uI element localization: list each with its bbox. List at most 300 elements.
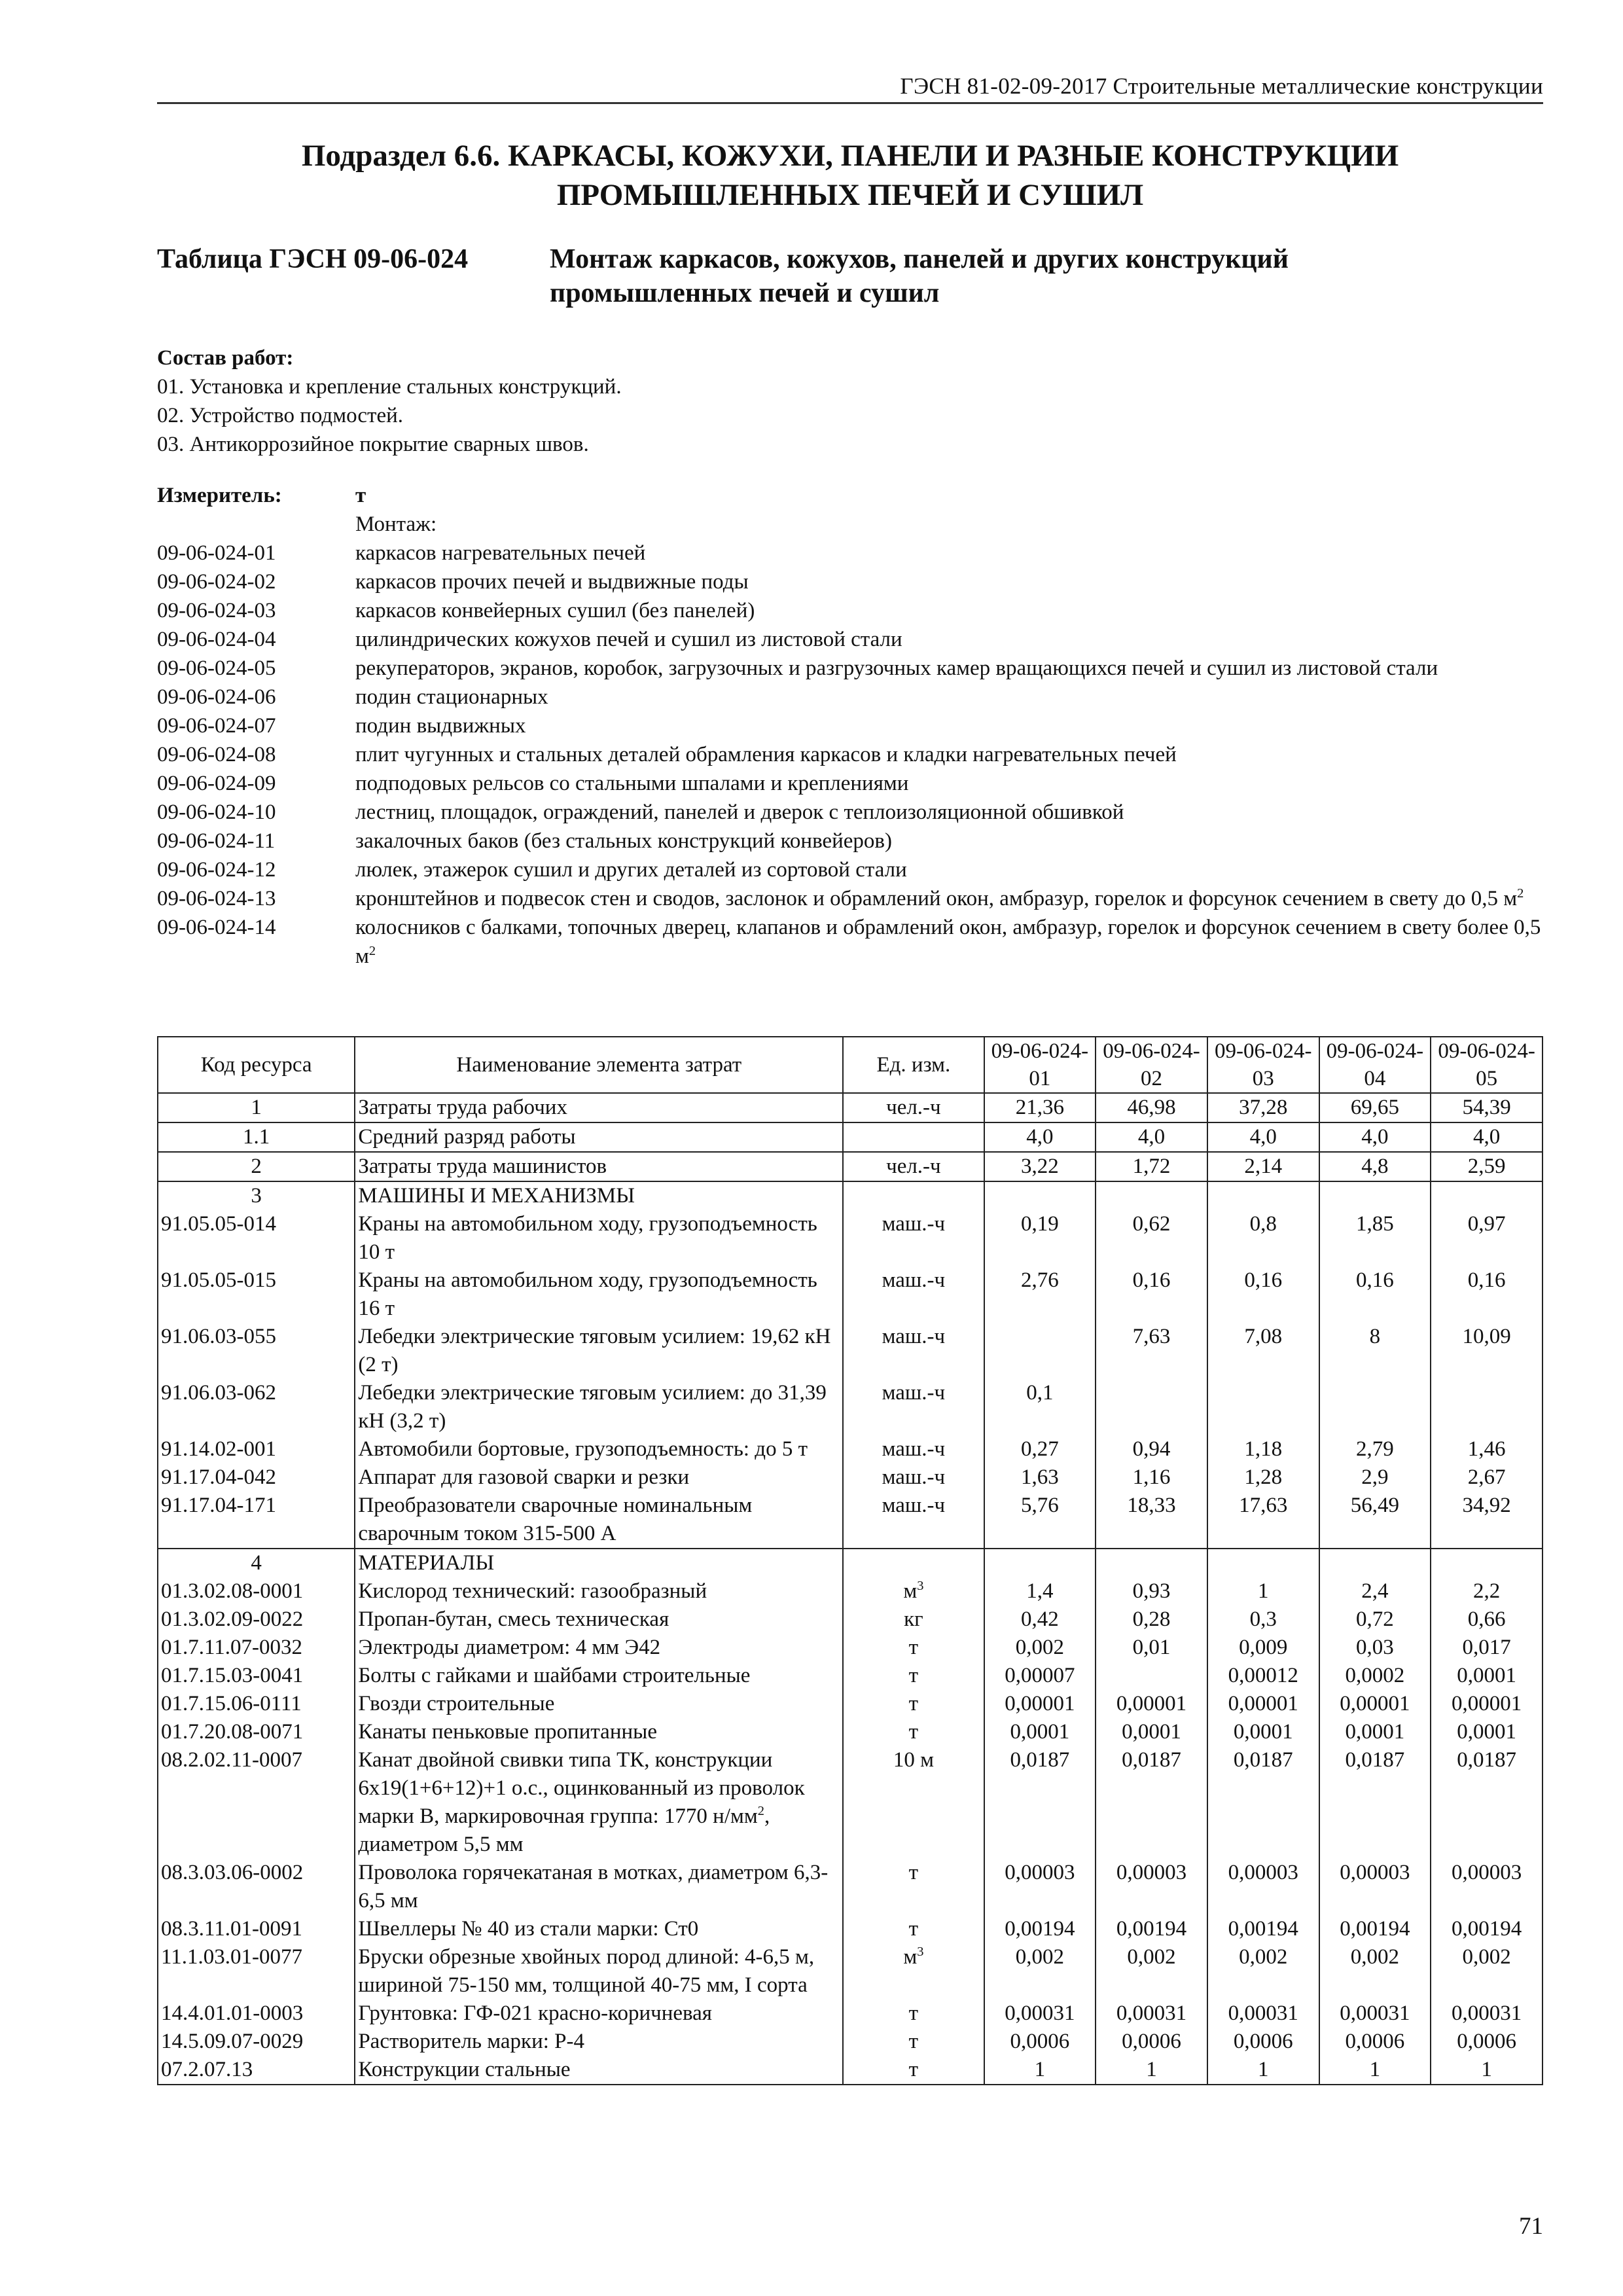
value-cell <box>984 1549 1096 1577</box>
table-row <box>158 1915 1543 1943</box>
resource-name: Автомобили бортовые, грузоподъемность: до 5 т <box>358 1437 808 1461</box>
resource-name: Аппарат для газовой сварки и резки <box>358 1465 690 1489</box>
meter-unit: т <box>355 484 366 507</box>
resource-code-cell: 08.3.11.01-0091 <box>158 1915 355 1943</box>
value-cell: 0,002 <box>1431 1943 1543 2000</box>
table-row <box>158 1943 1543 2000</box>
table-row <box>158 1859 1543 1915</box>
value-cell <box>984 1181 1096 1210</box>
value-cell: 1 <box>1207 2056 1319 2085</box>
value-cell: 0,16 <box>1207 1266 1319 1323</box>
value-cell: 46,98 <box>1096 1093 1207 1122</box>
resource-code-cell: 91.17.04-171 <box>158 1492 355 1549</box>
meter-item-code: 09-06-024-11 <box>157 829 276 853</box>
resource-code-cell: 14.4.01.01-0003 <box>158 2000 355 2028</box>
unit-cell <box>843 2028 984 2056</box>
unit-text: маш.-ч <box>882 1437 946 1461</box>
table-row <box>158 1463 1543 1492</box>
header-col-5: 09-06-024-05 <box>1431 1037 1543 1093</box>
unit-text: т <box>908 1692 919 1715</box>
table-row <box>158 1492 1543 1549</box>
meter-item-text <box>355 740 1543 769</box>
meter-item-text-body: люлек, этажерок сушил и других деталей из сортовой стали <box>355 858 907 882</box>
resource-code-cell: 07.2.07.13 <box>158 2056 355 2085</box>
value-cell: 8 <box>1319 1323 1431 1379</box>
value-cell: 0,017 <box>1431 1634 1543 1662</box>
resource-name-cell <box>355 1549 843 1577</box>
value-cell: 34,92 <box>1431 1492 1543 1549</box>
meter-item-text <box>355 798 1543 827</box>
meter-item-text-body: рекуператоров, экранов, коробок, загрузочных и разгрузочных камер вращающихся печей и сушил из листовой стали <box>355 656 1438 680</box>
value-cell: 0,00003 <box>1207 1859 1319 1915</box>
value-cell: 21,36 <box>984 1093 1096 1122</box>
resource-code-cell: 4 <box>158 1549 355 1577</box>
unit-cell <box>843 1435 984 1463</box>
value-cell: 56,49 <box>1319 1492 1431 1549</box>
value-cell: 0,002 <box>984 1634 1096 1662</box>
meter-item-text-body: подин выдвижных <box>355 714 526 738</box>
value-cell: 0,0187 <box>1207 1746 1319 1859</box>
value-cell: 2,67 <box>1431 1463 1543 1492</box>
resource-name: Грунтовка: ГФ-021 красно-коричневая <box>358 2001 712 2025</box>
unit-cell <box>843 1634 984 1662</box>
value-cell: 0,00194 <box>984 1915 1096 1943</box>
value-cell: 0,0001 <box>1207 1718 1319 1746</box>
resource-name-cell <box>355 2056 843 2085</box>
value-cell: 2,76 <box>984 1266 1096 1323</box>
value-cell: 0,19 <box>984 1210 1096 1266</box>
resource-code-cell: 08.3.03.06-0002 <box>158 1859 355 1915</box>
value-cell: 1,28 <box>1207 1463 1319 1492</box>
value-cell: 0,0001 <box>1431 1718 1543 1746</box>
value-cell: 0,00001 <box>1431 1690 1543 1718</box>
table-row <box>158 1181 1543 1210</box>
resource-name-cell <box>355 1122 843 1152</box>
value-cell: 1 <box>1319 2056 1431 2085</box>
resource-name: Растворитель марки: Р-4 <box>358 2030 585 2053</box>
resource-name: Средний разряд работы <box>358 1125 576 1149</box>
meter-item <box>157 683 1543 711</box>
resource-name-cell <box>355 1662 843 1690</box>
meter-item-text-body: колосников с балками, топочных дверец, клапанов и обрамлений окон, амбразур, горелок и форсунок сечением в свету более 0,5 м <box>355 916 1541 968</box>
unit-cell <box>843 1746 984 1859</box>
meter-item-code: 09-06-024-01 <box>157 541 276 565</box>
table-title-line-1: Монтаж каркасов, кожухов, панелей и других конструкций <box>550 244 1289 274</box>
value-cell: 0,03 <box>1319 1634 1431 1662</box>
meter-item <box>157 625 1543 654</box>
value-cell <box>1431 1379 1543 1435</box>
table-row <box>158 1122 1543 1152</box>
meter-item-code: 09-06-024-09 <box>157 772 276 795</box>
header-code: Код ресурса <box>158 1037 355 1093</box>
resource-name: Краны на автомобильном ходу, грузоподъемность 10 т <box>358 1212 817 1264</box>
value-cell: 0,16 <box>1319 1266 1431 1323</box>
value-cell: 0,002 <box>1096 1943 1207 2000</box>
value-cell: 0,00031 <box>1431 2000 1543 2028</box>
unit-text: маш.-ч <box>882 1494 946 1517</box>
meter-item-text <box>355 683 1543 711</box>
superscript: 2 <box>368 944 376 958</box>
meter-item-code: 09-06-024-10 <box>157 800 276 824</box>
value-cell: 0,00001 <box>984 1690 1096 1718</box>
value-cell <box>1207 1181 1319 1210</box>
value-cell: 0,00031 <box>1319 2000 1431 2028</box>
value-cell: 0,00001 <box>1096 1690 1207 1718</box>
resource-name: Лебедки электрические тяговым усилием: 19,62 кН (2 т) <box>358 1325 831 1376</box>
meter-group-row <box>157 510 1543 539</box>
unit-cell <box>843 1549 984 1577</box>
value-cell <box>1096 1549 1207 1577</box>
unit-text: чел.-ч <box>886 1096 941 1119</box>
value-cell: 0,0006 <box>984 2028 1096 2056</box>
unit-text: маш.-ч <box>882 1325 946 1348</box>
meter-item-text-body: каркасов конвейерных сушил (без панелей) <box>355 599 755 622</box>
value-cell: 1 <box>984 2056 1096 2085</box>
resource-name-cell <box>355 1915 843 1943</box>
table-row <box>158 1093 1543 1122</box>
resource-name-cell <box>355 2028 843 2056</box>
resource-code-cell: 01.3.02.08-0001 <box>158 1577 355 1605</box>
resource-code-cell: 1.1 <box>158 1122 355 1152</box>
unit-text: маш.-ч <box>882 1212 946 1236</box>
unit-cell <box>843 1379 984 1435</box>
table-row <box>158 1323 1543 1379</box>
resource-name-cell <box>355 1266 843 1323</box>
table-row <box>158 2000 1543 2028</box>
value-cell: 1,4 <box>984 1577 1096 1605</box>
resource-name: Проволока горячекатаная в мотках, диаметром 6,3-6,5 мм <box>358 1861 829 1912</box>
meter-item-text-body: цилиндрических кожухов печей и сушил из листовой стали <box>355 628 902 651</box>
value-cell <box>1096 1379 1207 1435</box>
unit-cell <box>843 1122 984 1152</box>
resource-code-cell: 3 <box>158 1181 355 1210</box>
meter-item-text <box>355 827 1543 855</box>
resource-code-cell: 01.7.20.08-0071 <box>158 1718 355 1746</box>
resource-name-cell <box>355 2000 843 2028</box>
header-unit: Ед. изм. <box>843 1037 984 1093</box>
value-cell: 0,66 <box>1431 1605 1543 1634</box>
meter-item <box>157 855 1543 884</box>
table-row <box>158 2056 1543 2085</box>
value-cell: 2,79 <box>1319 1435 1431 1463</box>
resource-name: Затраты труда рабочих <box>358 1096 567 1119</box>
value-cell: 0,00007 <box>984 1662 1096 1690</box>
resource-name: Канат двойной свивки типа ТК, конструкции 6х19(1+6+12)+1 о.с., оцинкованный из проволок марки В, маркировочная группа: 1770 н/мм <box>358 1748 805 1828</box>
resource-code-cell: 01.7.11.07-0032 <box>158 1634 355 1662</box>
value-cell: 10,09 <box>1431 1323 1543 1379</box>
resource-name-cell <box>355 1492 843 1549</box>
value-cell: 7,63 <box>1096 1323 1207 1379</box>
meter-item-text-body: каркасов прочих печей и выдвижные поды <box>355 570 749 594</box>
value-cell: 1,46 <box>1431 1435 1543 1463</box>
value-cell: 1,63 <box>984 1463 1096 1492</box>
value-cell: 0,0006 <box>1431 2028 1543 2056</box>
value-cell <box>1319 1181 1431 1210</box>
unit-cell <box>843 1210 984 1266</box>
resource-name-cell <box>355 1093 843 1122</box>
meter-item-code: 09-06-024-02 <box>157 570 276 594</box>
value-cell <box>1207 1549 1319 1577</box>
meter-item-code: 09-06-024-04 <box>157 628 276 651</box>
resource-code-cell: 01.7.15.06-0111 <box>158 1690 355 1718</box>
resource-name: Канаты пеньковые пропитанные <box>358 1720 657 1744</box>
value-cell: 0,62 <box>1096 1210 1207 1266</box>
value-cell: 0,1 <box>984 1379 1096 1435</box>
unit-cell <box>843 1577 984 1605</box>
table-body <box>158 1093 1543 2085</box>
unit-cell <box>843 1943 984 2000</box>
meter-item-code: 09-06-024-08 <box>157 743 276 766</box>
value-cell: 0,97 <box>1431 1210 1543 1266</box>
meter-item-code: 09-06-024-07 <box>157 714 276 738</box>
value-cell: 0,0006 <box>1207 2028 1319 2056</box>
meter-item-text <box>355 539 1543 567</box>
resource-name-cell <box>355 1690 843 1718</box>
value-cell: 18,33 <box>1096 1492 1207 1549</box>
value-cell: 0,00031 <box>1207 2000 1319 2028</box>
unit-text: маш.-ч <box>882 1268 946 1292</box>
works-item: 03. Антикоррозийное покрытие сварных швов. <box>157 433 589 456</box>
resource-code-cell: 91.14.02-001 <box>158 1435 355 1463</box>
value-cell: 0,42 <box>984 1605 1096 1634</box>
value-cell: 5,76 <box>984 1492 1096 1549</box>
unit-text: т <box>908 1636 919 1659</box>
unit-text: м <box>903 1579 918 1603</box>
superscript: 2 <box>1517 886 1524 901</box>
resource-code-cell: 08.2.02.11-0007 <box>158 1746 355 1859</box>
value-cell: 0,00001 <box>1319 1690 1431 1718</box>
meter-item <box>157 539 1543 567</box>
value-cell: 0,00194 <box>1319 1915 1431 1943</box>
meter-item-text-body: закалочных баков (без стальных конструкций конвейеров) <box>355 829 893 853</box>
meter-item <box>157 654 1543 683</box>
resource-name-cell <box>355 1152 843 1181</box>
value-cell: 0,72 <box>1319 1605 1431 1634</box>
unit-cell <box>843 1152 984 1181</box>
unit-cell <box>843 1463 984 1492</box>
value-cell: 0,0187 <box>1431 1746 1543 1859</box>
resource-name: Гвозди строительные <box>358 1692 555 1715</box>
value-cell: 3,22 <box>984 1152 1096 1181</box>
value-cell <box>1096 1181 1207 1210</box>
unit-cell <box>843 1266 984 1323</box>
meter-item-text <box>355 769 1543 798</box>
works-item: 01. Установка и крепление стальных конструкций. <box>157 375 622 399</box>
meter-item-text <box>355 596 1543 625</box>
meter-item <box>157 884 1543 913</box>
unit-cell <box>843 1662 984 1690</box>
value-cell: 0,00003 <box>1319 1859 1431 1915</box>
meter-item <box>157 913 1543 971</box>
unit-cell <box>843 1093 984 1122</box>
meter-item-code: 09-06-024-06 <box>157 685 276 709</box>
resource-name: МАШИНЫ И МЕХАНИЗМЫ <box>358 1184 635 1208</box>
resource-name: Преобразователи сварочные номинальным сварочным током 315-500 А <box>358 1494 753 1545</box>
resource-name: Конструкции стальные <box>358 2058 571 2081</box>
resource-name: Бруски обрезные хвойных пород длиной: 4-6,5 м, шириной 75-150 мм, толщиной 40-75 мм, I сорта <box>358 1945 815 1997</box>
works-composition <box>157 344 1543 459</box>
value-cell: 0,002 <box>1207 1943 1319 2000</box>
value-cell: 1 <box>1431 2056 1543 2085</box>
resource-code-cell: 01.7.15.03-0041 <box>158 1662 355 1690</box>
header-col-3: 09-06-024-03 <box>1207 1037 1319 1093</box>
value-cell <box>1207 1379 1319 1435</box>
value-cell: 0,00194 <box>1207 1915 1319 1943</box>
resource-name: Краны на автомобильном ходу, грузоподъемность 16 т <box>358 1268 817 1320</box>
value-cell: 1,72 <box>1096 1152 1207 1181</box>
value-cell: 2,2 <box>1431 1577 1543 1605</box>
resource-name-cell <box>355 1718 843 1746</box>
resource-name-cell <box>355 1181 843 1210</box>
value-cell: 0,8 <box>1207 1210 1319 1266</box>
value-cell: 0,01 <box>1096 1634 1207 1662</box>
table-row <box>158 1746 1543 1859</box>
meter-item-text <box>355 625 1543 654</box>
resource-name-cell <box>355 1435 843 1463</box>
value-cell: 0,16 <box>1431 1266 1543 1323</box>
running-header: ГЭСН 81-02-09-2017 Строительные металлические конструкции <box>157 73 1543 104</box>
unit-cell <box>843 2000 984 2028</box>
resource-name: Лебедки электрические тяговым усилием: до 31,39 кН (3,2 т) <box>358 1381 827 1433</box>
resource-code-cell: 14.5.09.07-0029 <box>158 2028 355 2056</box>
value-cell: 0,00003 <box>1431 1859 1543 1915</box>
value-cell <box>1431 1181 1543 1210</box>
table-title-line-2: промышленных печей и сушил <box>550 278 940 308</box>
value-cell: 0,00012 <box>1207 1662 1319 1690</box>
resource-name-cell <box>355 1379 843 1435</box>
section-title <box>157 136 1543 215</box>
value-cell: 0,0001 <box>1096 1718 1207 1746</box>
resource-name-cell <box>355 1859 843 1915</box>
meter-item-code: 09-06-024-05 <box>157 656 276 680</box>
value-cell: 0,002 <box>1319 1943 1431 2000</box>
resource-name-cell <box>355 1746 843 1859</box>
meter-item-text-body: плит чугунных и стальных деталей обрамления каркасов и кладки нагревательных печей <box>355 743 1177 766</box>
value-cell: 0,00031 <box>984 2000 1096 2028</box>
resource-name: Кислород технический: газообразный <box>358 1579 707 1603</box>
value-cell: 0,94 <box>1096 1435 1207 1463</box>
meter-item-text <box>355 567 1543 596</box>
value-cell: 69,65 <box>1319 1093 1431 1122</box>
superscript: 3 <box>917 1579 924 1593</box>
meter-item <box>157 827 1543 855</box>
value-cell: 4,0 <box>1096 1122 1207 1152</box>
resource-code-cell: 1 <box>158 1093 355 1122</box>
resource-name-cell <box>355 1210 843 1266</box>
resource-name-cell <box>355 1577 843 1605</box>
works-title: Состав работ: <box>157 346 294 370</box>
value-cell: 0,3 <box>1207 1605 1319 1634</box>
header-col-4: 09-06-024-04 <box>1319 1037 1431 1093</box>
table-row <box>158 1690 1543 1718</box>
value-cell <box>1096 1662 1207 1690</box>
meter-item-text <box>355 884 1543 913</box>
value-cell: 7,08 <box>1207 1323 1319 1379</box>
meter-item-text-body: кронштейнов и подвесок стен и сводов, заслонок и обрамлений окон, амбразур, горелок и форсунок сечением в свету до 0,5 м <box>355 887 1518 910</box>
table-row <box>158 1634 1543 1662</box>
unit-text: т <box>908 2030 919 2053</box>
resource-name-cell <box>355 1634 843 1662</box>
table-row <box>158 2028 1543 2056</box>
value-cell: 4,0 <box>984 1122 1096 1152</box>
meter-item-text <box>355 855 1543 884</box>
unit-cell <box>843 1492 984 1549</box>
meter-item <box>157 798 1543 827</box>
unit-cell <box>843 1859 984 1915</box>
meter-label: Измеритель: <box>157 484 282 507</box>
header-col-2: 09-06-024-02 <box>1096 1037 1207 1093</box>
unit-cell <box>843 2056 984 2085</box>
value-cell: 0,00194 <box>1431 1915 1543 1943</box>
value-cell: 4,0 <box>1207 1122 1319 1152</box>
meter-item-code: 09-06-024-12 <box>157 858 276 882</box>
meter-item-code: 09-06-024-14 <box>157 916 276 939</box>
resource-name-cell <box>355 1323 843 1379</box>
value-cell: 0,0001 <box>984 1718 1096 1746</box>
unit-text: маш.-ч <box>882 1381 946 1405</box>
resource-name-cell <box>355 1943 843 2000</box>
value-cell: 1 <box>1096 2056 1207 2085</box>
meter-item-text-body: лестниц, площадок, ограждений, панелей и дверок с теплоизоляционной обшивкой <box>355 800 1124 824</box>
resource-code-cell: 91.06.03-055 <box>158 1323 355 1379</box>
value-cell: 0,28 <box>1096 1605 1207 1634</box>
value-cell: 17,63 <box>1207 1492 1319 1549</box>
value-cell: 0,0006 <box>1319 2028 1431 2056</box>
meter-item-text-body: подин стационарных <box>355 685 548 709</box>
superscript: 2 <box>757 1804 764 1818</box>
table-row <box>158 1379 1543 1435</box>
unit-cell <box>843 1605 984 1634</box>
resource-name-cell <box>355 1463 843 1492</box>
value-cell: 1 <box>1207 1577 1319 1605</box>
value-cell: 4,0 <box>1431 1122 1543 1152</box>
unit-text: т <box>908 1720 919 1744</box>
value-cell: 0,0187 <box>1319 1746 1431 1859</box>
meter-item <box>157 596 1543 625</box>
section-title-line-1: Подраздел 6.6. КАРКАСЫ, КОЖУХИ, ПАНЕЛИ И РАЗНЫЕ КОНСТРУКЦИИ <box>301 139 1399 173</box>
table-row <box>158 1210 1543 1266</box>
value-cell <box>984 1323 1096 1379</box>
meter-item-text <box>355 711 1543 740</box>
value-cell: 2,4 <box>1319 1577 1431 1605</box>
table-row <box>158 1577 1543 1605</box>
resource-code-cell: 91.05.05-015 <box>158 1266 355 1323</box>
unit-text: маш.-ч <box>882 1465 946 1489</box>
resource-code-cell: 91.06.03-062 <box>158 1379 355 1435</box>
value-cell: 0,0002 <box>1319 1662 1431 1690</box>
resource-code-cell: 01.3.02.09-0022 <box>158 1605 355 1634</box>
header-name: Наименование элемента затрат <box>355 1037 843 1093</box>
meter-header-row <box>157 481 1543 510</box>
value-cell: 2,59 <box>1431 1152 1543 1181</box>
resource-name: Швеллеры № 40 из стали марки: Ст0 <box>358 1917 699 1941</box>
unit-cell <box>843 1718 984 1746</box>
resource-name-cell <box>355 1605 843 1634</box>
value-cell: 0,002 <box>984 1943 1096 2000</box>
table-row <box>158 1662 1543 1690</box>
table-row <box>158 1549 1543 1577</box>
meter-item <box>157 711 1543 740</box>
table-id: Таблица ГЭСН 09-06-024 <box>157 244 469 274</box>
table-row <box>158 1266 1543 1323</box>
unit-cell <box>843 1323 984 1379</box>
value-cell: 2,14 <box>1207 1152 1319 1181</box>
unit-text: т <box>908 2058 919 2081</box>
resource-name-tail: , диаметром 5,5 мм <box>358 1804 770 1856</box>
meter-item-text <box>355 654 1543 683</box>
table-header-row <box>158 1037 1543 1093</box>
meter-block <box>157 481 1543 971</box>
